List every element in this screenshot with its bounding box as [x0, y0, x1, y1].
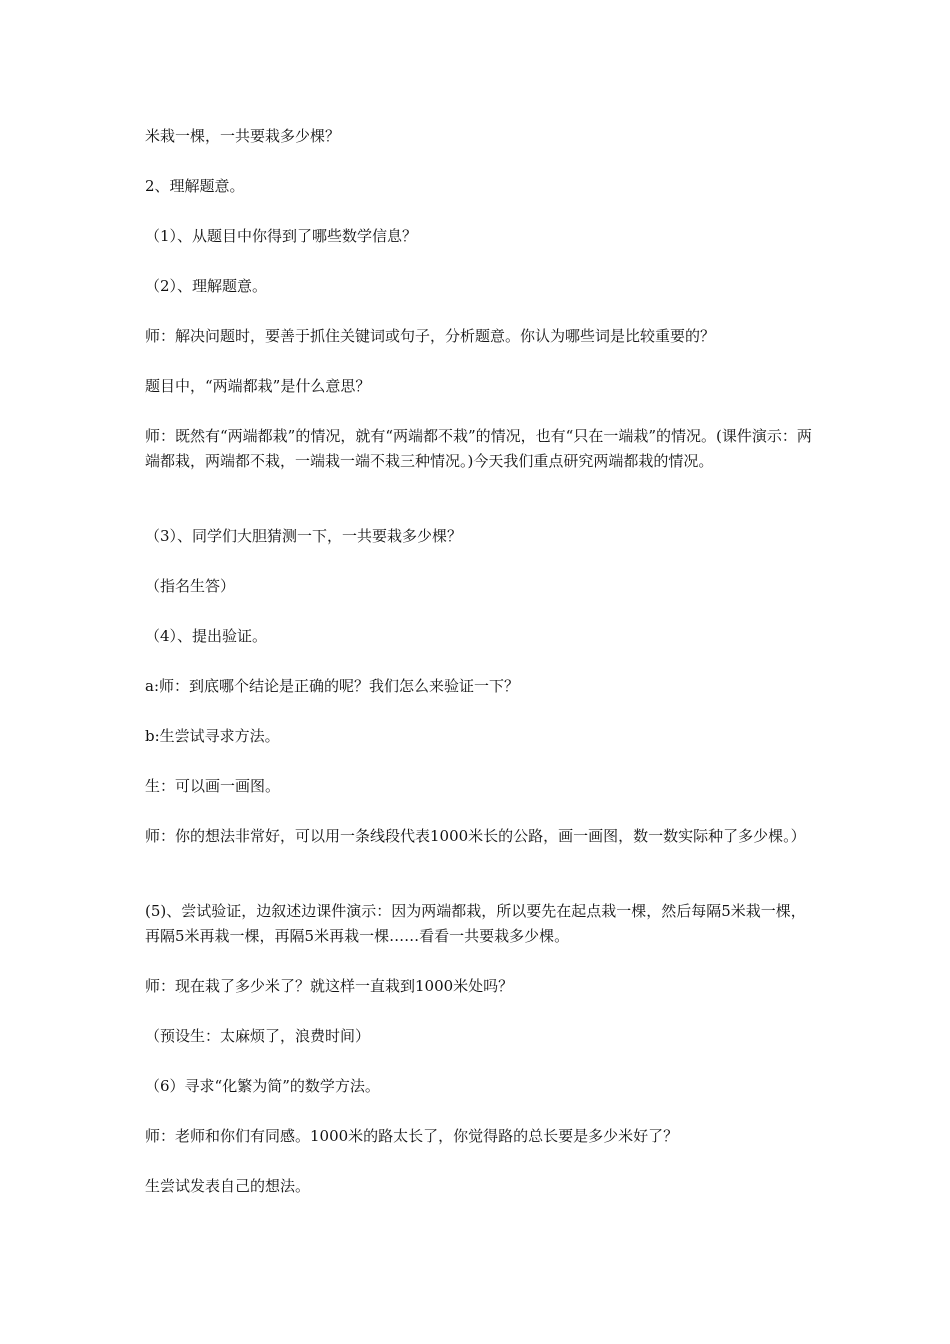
paragraph: 师：老师和你们有同感。1000米的路太长了，你觉得路的总长要是多少米好了？	[145, 1127, 679, 1145]
paragraph: 师：现在栽了多少米了？就这样一直栽到1000米处吗？	[145, 977, 514, 995]
paragraph: (5)、尝试验证，边叙述边课件演示：因为两端都栽，所以要先在起点栽一棵，然后每隔5米栽一棵，再隔5米再栽一棵，再隔5米再栽一棵……看看一共要栽多少棵。	[145, 902, 806, 945]
paragraph: 师：既然有“两端都栽”的情况，就有“两端都不栽”的情况，也有“只在一端栽”的情况。(课件演示：两端都栽，两端都不栽，一端栽一端不栽三种情况。)今天我们重点研究两端都栽的情况。	[145, 427, 812, 470]
section-heading: 2、理解题意。	[145, 177, 245, 195]
paragraph: 师：你的想法非常好，可以用一条线段代表1000米长的公路，画一画图，数一数实际种了多少棵。）	[145, 827, 806, 845]
paragraph: 师：解决问题时，要善于抓住关键词或句子，分析题意。你认为哪些词是比较重要的？	[145, 327, 716, 345]
paragraph: b:生尝试寻求方法。	[145, 727, 280, 745]
paragraph: （3）、同学们大胆猜测一下，一共要栽多少棵？	[145, 527, 463, 545]
paragraph: 生：可以画一画图。	[145, 777, 281, 795]
paragraph: a:师：到底哪个结论是正确的呢？我们怎么来验证一下？	[145, 677, 519, 695]
paragraph: （1）、从题目中你得到了哪些数学信息？	[145, 227, 418, 245]
paragraph: （预设生：太麻烦了，浪费时间）	[145, 1027, 371, 1045]
paragraph: 生尝试发表自己的想法。	[145, 1177, 311, 1195]
paragraph: （指名生答）	[145, 577, 236, 595]
paragraph: （4）、提出验证。	[145, 627, 268, 645]
paragraph: 题目中，“两端都栽”是什么意思？	[145, 377, 371, 395]
paragraph: （6）寻求“化繁为简”的数学方法。	[145, 1077, 380, 1095]
paragraph: （2）、理解题意。	[145, 277, 268, 295]
paragraph: 米栽一棵，一共要栽多少棵？	[145, 127, 341, 145]
